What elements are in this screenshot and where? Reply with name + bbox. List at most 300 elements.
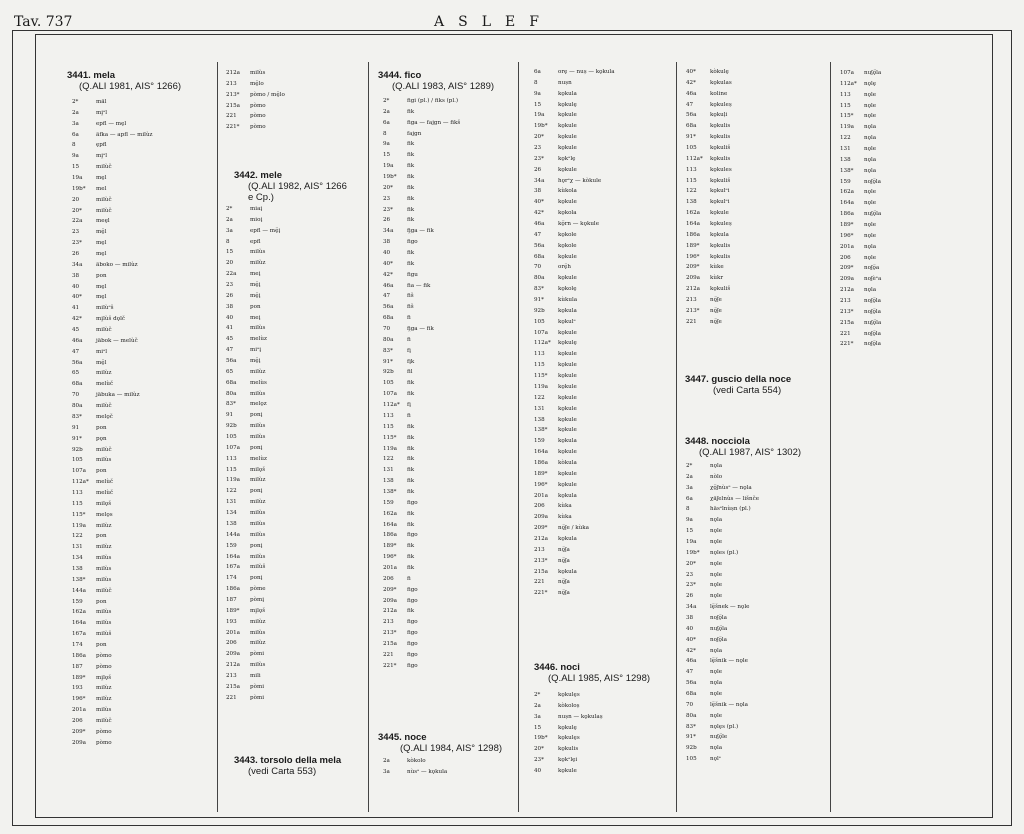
point-number: 138 (72, 565, 83, 572)
entry-row (534, 121, 615, 132)
entry-row (72, 303, 153, 314)
point-number: 19a (686, 539, 697, 546)
dialect-form: milùs (96, 565, 112, 572)
section-word: fico (404, 70, 422, 81)
dialect-form: kǫkule (558, 449, 577, 456)
section-source: (Q.ALI 1987, AIS° 1302) (699, 447, 802, 458)
dialect-form: kǫkule (558, 112, 577, 119)
entry-row (72, 662, 153, 673)
dialect-form: nǫlȩ (864, 80, 877, 87)
point-number: 107a (840, 70, 855, 76)
dialect-form: meį (250, 271, 261, 278)
entry-row (72, 314, 153, 325)
entry-row (534, 567, 615, 578)
point-number: 186a (686, 231, 701, 238)
dialect-form: nǫ̈ʃa (558, 557, 570, 564)
entry-row (534, 458, 615, 469)
entry-row (686, 515, 759, 526)
entry-row (686, 754, 759, 765)
point-number: 221 (840, 330, 851, 337)
point-number: 201a (226, 629, 241, 636)
entry-row (840, 329, 881, 340)
dialect-form: mȩ̈l (96, 359, 107, 366)
atlas-title: ASLEF (434, 14, 553, 30)
point-number: 83* (534, 286, 544, 293)
point-number: 91* (383, 358, 393, 365)
dialect-form: lȩ̈šnek — nǫle (710, 604, 750, 611)
entry-row (383, 574, 460, 585)
entry-row (840, 307, 881, 318)
entry-row (686, 89, 732, 100)
entry-row (534, 176, 615, 187)
dialect-form: nǫ̈ʃa (558, 579, 570, 586)
entry-row (686, 700, 759, 711)
dialect-form: milùč (96, 587, 112, 594)
dialect-form: miᵉį (250, 347, 262, 354)
plate-number: Tav. 737 (14, 14, 73, 30)
point-number: 3a (686, 484, 693, 491)
dialect-form: fia — fik (407, 282, 431, 289)
point-number: 119a (226, 477, 241, 484)
point-number: 41 (72, 305, 80, 312)
entry-row (686, 548, 759, 559)
point-number: 105 (72, 457, 83, 464)
entry-row (72, 423, 153, 434)
dialect-form: fik (407, 510, 415, 517)
entry-row (686, 176, 732, 187)
entry-row (534, 556, 615, 567)
dialect-form: noʃǫ̈la (864, 341, 881, 348)
point-number: 2a (686, 473, 693, 480)
point-number: 215a (534, 568, 549, 575)
dialect-form: kǫkuleș (710, 221, 732, 228)
entry-column (534, 690, 603, 777)
dialect-form: pòmo (96, 728, 112, 735)
entry-row (226, 356, 280, 367)
entry-row (72, 336, 153, 347)
section-word: noce (404, 732, 427, 743)
dialect-form: noʃǫ̈la (864, 178, 881, 185)
dialect-form: milùs (250, 531, 266, 538)
point-number: 164a (534, 449, 549, 456)
point-number: 38 (383, 239, 391, 246)
entry-column (72, 97, 153, 749)
entry-row (226, 334, 280, 345)
dialect-form: mȩl (96, 240, 107, 247)
point-number: 209a (383, 597, 398, 604)
entry-row (686, 646, 759, 657)
section-header (234, 170, 347, 203)
dialect-form: kǫkulᵉi (710, 199, 730, 206)
dialect-form: fik (407, 554, 415, 561)
point-number: 23 (383, 195, 391, 202)
point-number: 40* (686, 636, 696, 643)
entry-row (686, 732, 759, 743)
entry-row (534, 219, 615, 230)
dialect-form: milùč (96, 164, 112, 171)
point-number: 221 (686, 318, 697, 325)
dialect-form: nǫla (864, 243, 877, 250)
dialect-form: figi (pl.) / fiks (pl.) (407, 98, 459, 104)
entry-row (383, 291, 460, 302)
dialect-form: figo (407, 640, 418, 647)
point-number: 122 (383, 456, 394, 463)
dialect-form: kǫkule (558, 416, 577, 423)
point-number: 46a (686, 90, 697, 97)
dialect-form: kùke (710, 264, 724, 271)
entry-row (72, 640, 153, 651)
point-number: 167a (226, 564, 241, 571)
point-number: 215a (383, 640, 398, 647)
dialect-form: kǫkulȩ (558, 340, 577, 347)
point-number: 68a (72, 381, 83, 388)
entry-row (840, 296, 881, 307)
point-number: 91* (686, 134, 696, 141)
entry-row (840, 133, 881, 144)
point-number: 138 (226, 520, 237, 527)
point-number: 131 (534, 405, 545, 412)
dialect-form: kǫkula (710, 231, 729, 238)
point-number: 19b* (534, 123, 548, 130)
dialect-form: kǫkule (558, 373, 577, 380)
entry-row (686, 689, 759, 700)
point-number: 119a (840, 124, 855, 131)
entry-row (534, 733, 603, 744)
entry-row (534, 78, 615, 89)
entry-row (72, 206, 153, 217)
point-number: 122 (226, 488, 237, 495)
entry-row (72, 607, 153, 618)
dialect-form: nǫle (710, 539, 723, 546)
dialect-form: kǫkulis (710, 155, 731, 162)
entry-row (383, 411, 460, 422)
point-number: 70 (534, 264, 542, 271)
point-number: 206 (534, 503, 545, 510)
point-number: 221* (840, 341, 854, 348)
dialect-form: fik (407, 260, 415, 267)
point-number: 8 (383, 130, 387, 137)
entry-row (534, 712, 603, 723)
point-number: 47 (686, 669, 694, 676)
point-number: 92b (72, 446, 83, 453)
entry-row (534, 100, 615, 111)
point-number: 131 (383, 467, 394, 474)
entry-row (383, 357, 460, 368)
entry-row (383, 302, 460, 313)
dialect-form: figu (407, 271, 418, 278)
dialect-form: pòmo (96, 663, 112, 670)
dialect-form: kǫkuliš (710, 286, 731, 293)
entry-row (686, 494, 759, 505)
entry-row (226, 562, 280, 573)
dialect-form: epfl — mȩl (96, 120, 127, 127)
dialect-form: kǫkule (558, 768, 577, 775)
entry-row (686, 197, 732, 208)
point-number: 68a (686, 123, 697, 130)
dialect-form: fik (407, 467, 415, 474)
point-number: 19b* (72, 185, 86, 192)
dialect-form: nǫle (864, 254, 877, 261)
point-number: 23 (72, 229, 80, 236)
entry-row (72, 488, 153, 499)
point-number: 215a (226, 683, 241, 690)
entry-row (840, 155, 881, 166)
entry-row (226, 204, 280, 215)
entry-row (383, 139, 460, 150)
point-number: 213* (534, 557, 548, 564)
entry-row (383, 389, 460, 400)
point-number: 9a (72, 153, 79, 160)
point-number: 91* (534, 297, 544, 304)
entry-row (72, 119, 153, 130)
point-number: 164a (383, 521, 398, 528)
entry-row (226, 226, 280, 237)
entry-row (686, 273, 732, 284)
entry-row (226, 552, 280, 563)
point-number: 112a* (840, 80, 857, 87)
dialect-form: figo (407, 597, 418, 604)
entry-row (72, 216, 153, 227)
dialect-form: melùč (96, 381, 114, 388)
dialect-form: nuʃǫ̈le (710, 734, 728, 741)
dialect-form: kòkoloș (558, 702, 580, 709)
entry-row (72, 368, 153, 379)
entry-row (383, 454, 460, 465)
point-number: 174 (226, 575, 237, 582)
entry-row (72, 597, 153, 608)
dialect-form: noʃǫ̈la (710, 636, 727, 643)
dialect-form: milùz (250, 260, 266, 267)
point-number: 68a (226, 379, 237, 386)
dialect-form: melùz (250, 336, 267, 343)
dialect-form: pon (96, 468, 107, 475)
dialect-form: milùs (250, 553, 266, 560)
point-number: 196* (534, 481, 548, 488)
dialect-form: fik (407, 564, 415, 571)
entry-row (534, 577, 615, 588)
entry-row (840, 68, 881, 79)
point-number: 119a (534, 383, 549, 390)
dialect-form: fajgn (407, 130, 422, 137)
point-number: 26 (72, 251, 80, 258)
dialect-form: kǫ̈rn — kǫkule (558, 221, 600, 228)
point-number: 15 (534, 724, 542, 731)
dialect-form: kǫkuliš (710, 177, 731, 184)
dialect-form: milùš (250, 564, 266, 571)
point-number: 213* (686, 307, 700, 314)
entry-row (383, 237, 460, 248)
point-number: 80a (383, 336, 394, 343)
point-number: 213 (840, 298, 851, 305)
entry-row (226, 291, 280, 302)
point-number: 19a (72, 175, 83, 182)
point-number: 115* (383, 434, 397, 441)
entry-row (686, 722, 759, 733)
dialect-form: nuʃǫ̈la (864, 211, 882, 218)
entry-row (534, 349, 615, 360)
entry-row (534, 393, 615, 404)
dialect-form: fik (407, 521, 415, 528)
dialect-form: figo (407, 532, 418, 539)
point-number: 206 (383, 575, 394, 582)
entry-row (226, 530, 280, 541)
dialect-form: noʃǫ̈a (864, 265, 880, 272)
entry-row (534, 165, 615, 176)
dialect-form: pòmi (250, 683, 265, 690)
point-number: 15 (383, 152, 391, 159)
point-number: 186a (534, 459, 549, 466)
entry-row (840, 90, 881, 101)
dialect-form: kǫkula (558, 438, 577, 445)
entry-row (226, 247, 280, 258)
point-number: 162a (840, 189, 855, 196)
dialect-form: nǫle (864, 200, 877, 207)
point-number: 212a (383, 608, 398, 615)
point-number: 115 (72, 500, 83, 507)
entry-row (383, 563, 460, 574)
entry-row (226, 606, 280, 617)
point-number: 105 (534, 318, 545, 325)
dialect-form: nùsᵉ — kǫkula (407, 768, 448, 775)
dialect-form: kǫkola (558, 210, 577, 217)
dialect-form: nǫ̈ʃe (710, 297, 722, 304)
dialect-form: meį (250, 314, 261, 321)
point-number: 113 (383, 412, 394, 419)
dialect-form: milùz (96, 544, 112, 551)
dialect-form: kǫkule (558, 383, 577, 390)
section-word: mele (260, 170, 283, 181)
dialect-form: nǫle (710, 571, 723, 578)
point-number: 213* (383, 630, 397, 637)
entry-row (226, 573, 280, 584)
section-number: 3441. (67, 70, 91, 81)
dialect-form: fik (407, 250, 415, 257)
point-number: 213 (686, 297, 697, 304)
point-number: 138* (840, 167, 854, 174)
entry-row (534, 360, 615, 371)
entry-row (840, 231, 881, 242)
point-number: 209a (534, 514, 549, 521)
entry-row (72, 292, 153, 303)
point-number: 206 (226, 640, 237, 647)
point-number: 2a (383, 758, 390, 764)
dialect-form: nǫ̈ʃe (710, 318, 722, 325)
entry-row (72, 151, 153, 162)
section-source: (Q.ALI 1981, AIS° 1266) (79, 81, 182, 92)
section-source: (vedi Carta 554) (713, 385, 782, 396)
dialect-form: kǫkulis (710, 253, 731, 260)
dialect-form: milùč (96, 327, 112, 334)
dialect-form: figo (407, 651, 418, 658)
dialect-form: milùč (96, 717, 112, 724)
dialect-form: äfka — apfl — milùz (96, 131, 153, 138)
entry-row (840, 318, 881, 329)
dialect-form: milùs (96, 555, 112, 562)
entry-row (686, 591, 759, 602)
point-number: 164a (840, 200, 855, 207)
dialect-form: nǫla (864, 156, 877, 163)
dialect-form: häsᵉlnùșn (pl.) (710, 506, 751, 513)
dialect-form: fik (407, 195, 415, 202)
entry-row (226, 649, 280, 660)
column-divider (217, 62, 218, 812)
entry-row (72, 705, 153, 716)
point-number: 112a* (383, 402, 400, 409)
dialect-form: fik (407, 380, 415, 387)
dialect-form: melùč (96, 489, 114, 496)
entry-row (226, 269, 280, 280)
dialect-form: milùz (250, 499, 266, 506)
dialect-form: nǫla (864, 124, 877, 131)
dialect-form: noʃǫ̈la (864, 330, 881, 337)
entry-row (534, 766, 603, 777)
dialect-form: kǫkule (558, 134, 577, 141)
dialect-form: lȩ̈šnik — nǫla (710, 701, 748, 708)
point-number: 221 (534, 579, 545, 586)
dialect-form: kǫkule (558, 362, 577, 369)
entry-row (72, 727, 153, 738)
entry-row (226, 454, 280, 465)
entry-row (686, 483, 759, 494)
dialect-form: kǫkole (558, 231, 577, 238)
dialect-form: mȩ̈į (250, 282, 261, 289)
dialect-form: kǫkulis (710, 134, 731, 141)
point-number: 159 (383, 499, 394, 506)
dialect-form: noʃǫ̈la (710, 615, 727, 622)
dialect-form: nǫla (864, 167, 877, 174)
point-number: 23 (226, 282, 234, 289)
dialect-form: kùkula (558, 297, 578, 304)
point-number: 209* (383, 586, 397, 593)
entry-row (686, 526, 759, 537)
dialect-form: kǫkulis (710, 242, 731, 249)
dialect-form: milùs (96, 707, 112, 714)
dialect-form: epfl (250, 238, 261, 245)
entry-row (534, 328, 615, 339)
point-number: 2a (534, 702, 541, 709)
dialect-form: milùs (96, 457, 112, 464)
point-number: 212a (226, 662, 241, 669)
dialect-form: nǫle (864, 222, 877, 229)
point-number: 209* (840, 265, 854, 272)
entry-row (840, 122, 881, 133)
point-number: 15 (226, 249, 234, 256)
point-number: 159 (72, 598, 83, 605)
point-number: 113 (840, 91, 851, 98)
dialect-form: figa — fajgn — fikš (407, 119, 461, 126)
entry-row (72, 694, 153, 705)
point-number: 201a (534, 492, 549, 499)
entry-row (72, 618, 153, 629)
point-number: 112a* (534, 340, 551, 347)
point-number: 2a (226, 216, 233, 223)
section-number: 3445. (378, 732, 402, 743)
entry-row (383, 378, 460, 389)
entry-row (383, 628, 460, 639)
entry-row (383, 476, 460, 487)
entry-row (534, 338, 615, 349)
entry-row (383, 259, 460, 270)
point-number: 20 (226, 260, 234, 267)
section-header (378, 732, 502, 754)
dialect-form: kùka (558, 503, 572, 510)
point-number: 221 (226, 694, 237, 701)
dialect-form: pòmo (250, 113, 266, 120)
point-number: 196* (72, 696, 86, 703)
point-number: 22a (226, 271, 237, 278)
point-number: 174 (72, 641, 83, 648)
section-source: (Q.ALI 1982, AIS° 1266 (248, 181, 347, 192)
